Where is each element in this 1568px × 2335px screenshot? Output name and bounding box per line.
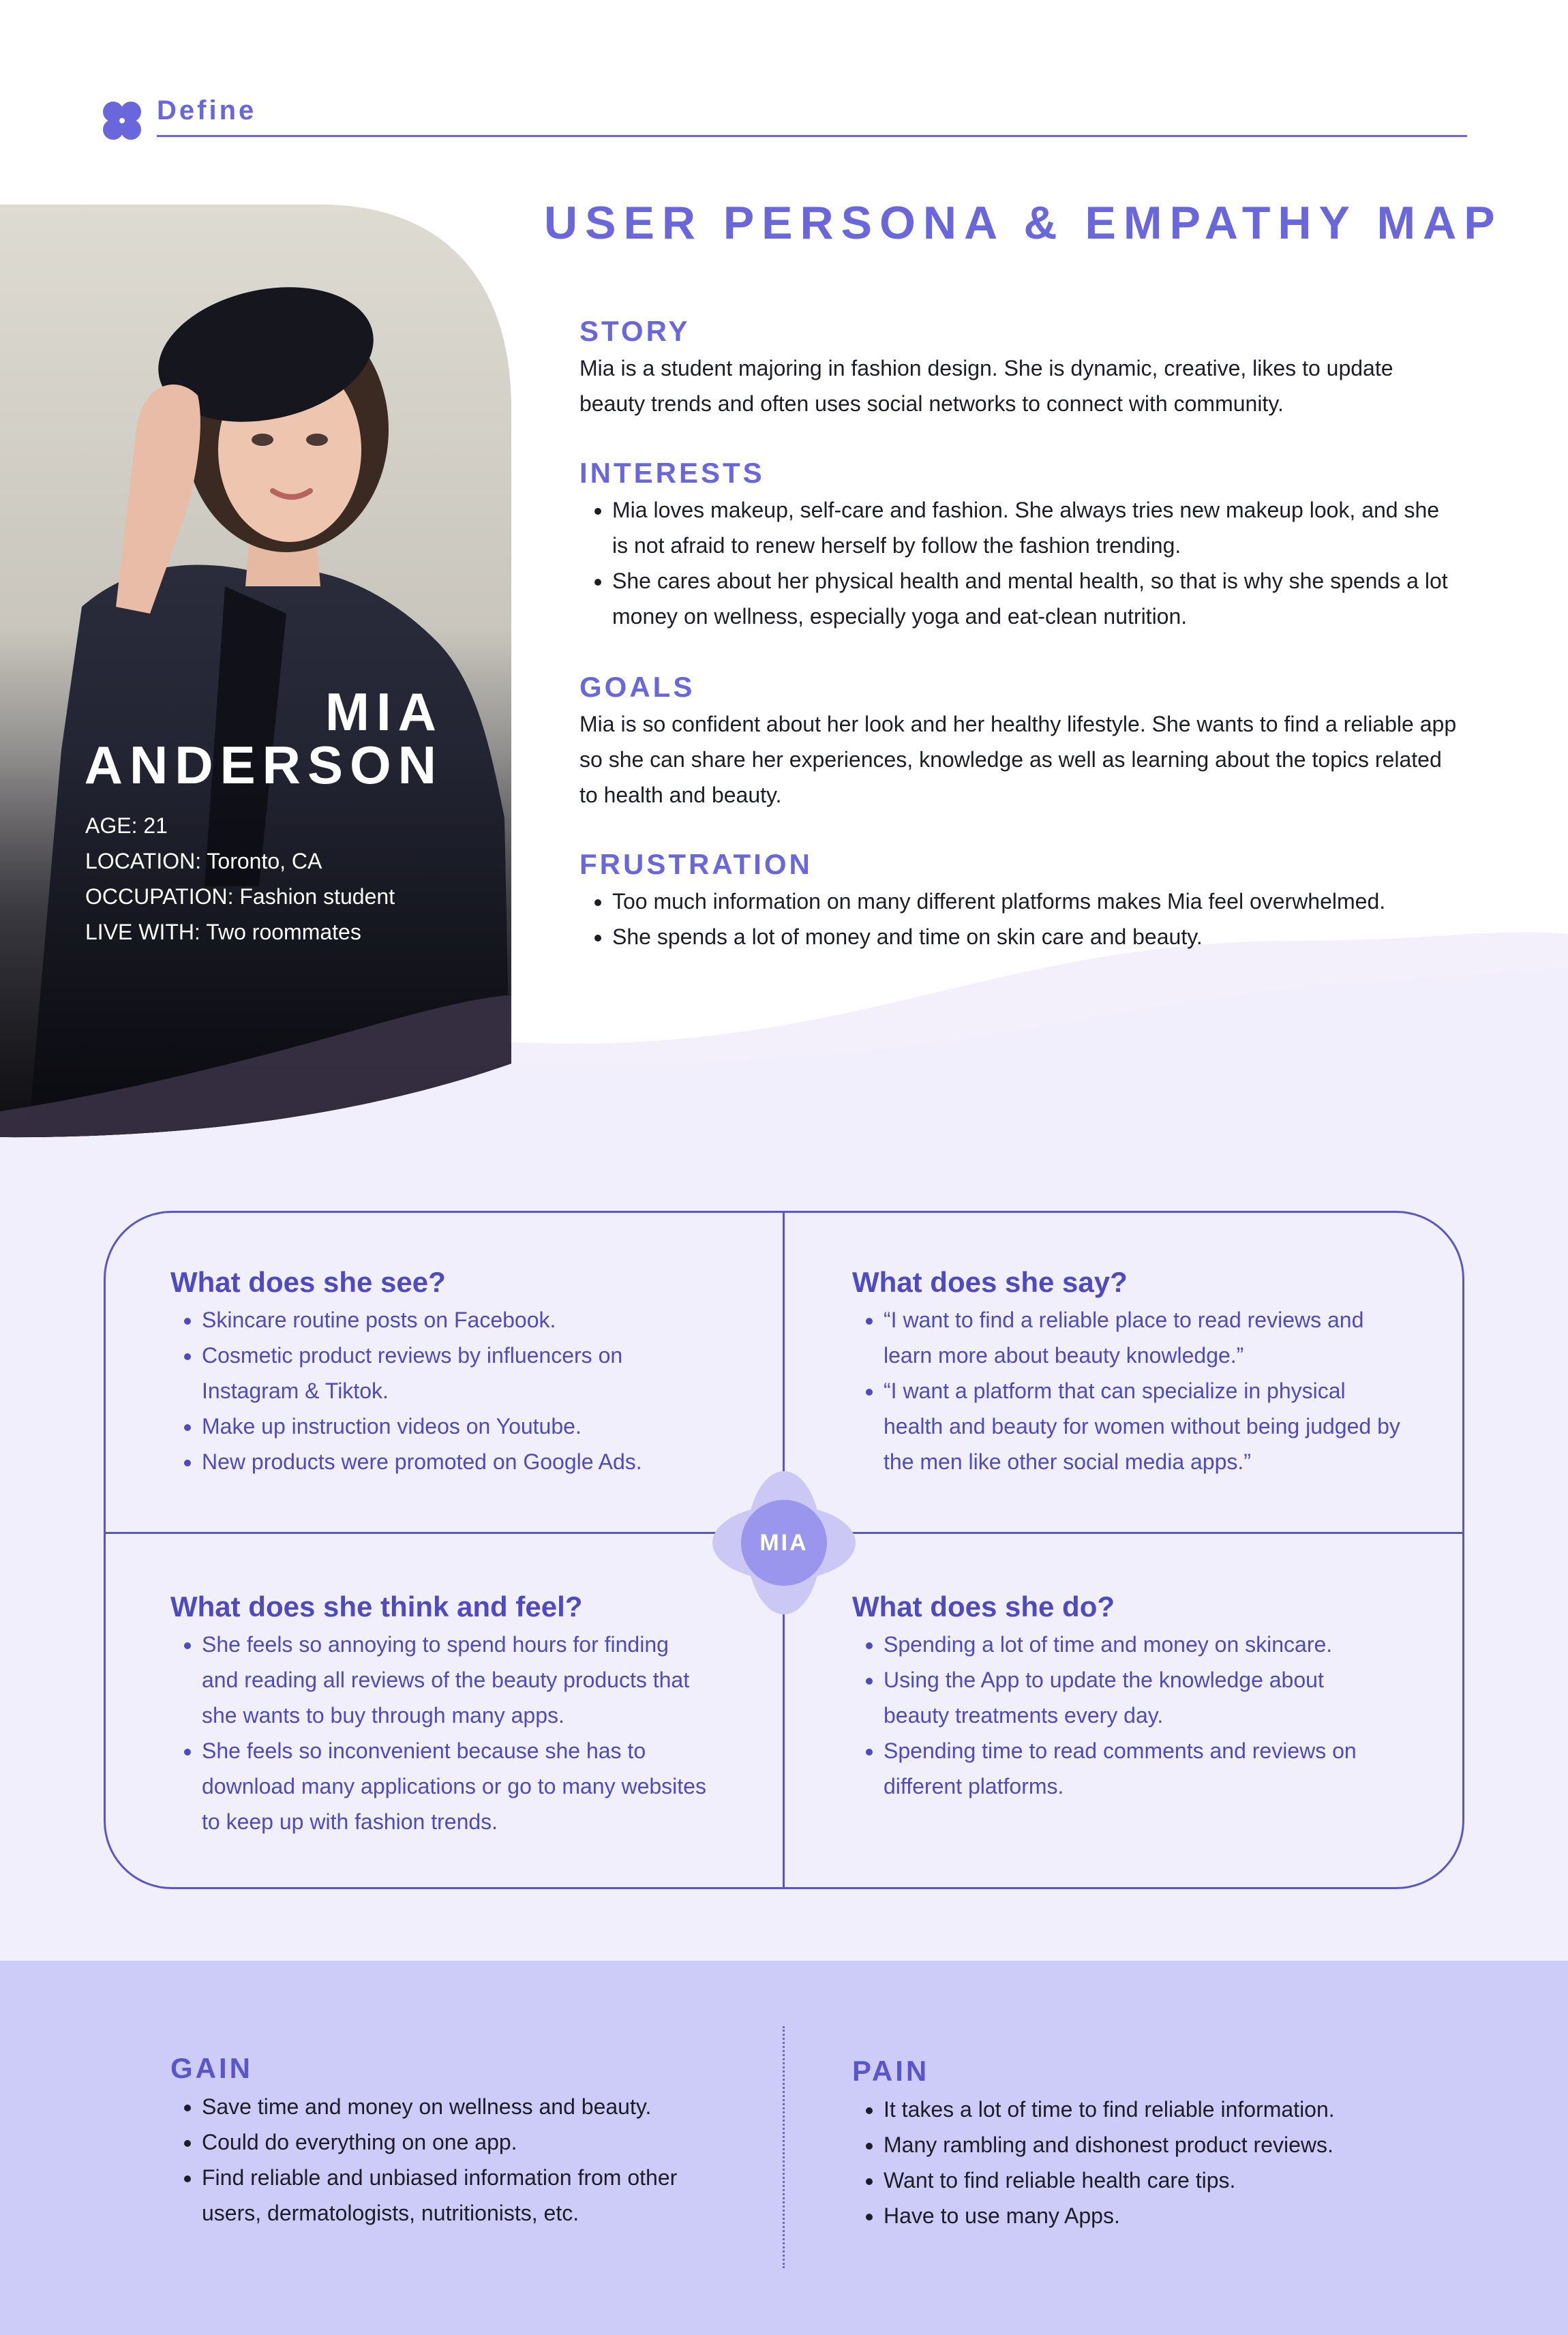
flower-logo-icon (101, 100, 143, 142)
empathy-do (852, 1587, 1432, 1804)
page-title: USER PERSONA & EMPATHY MAP (544, 197, 1503, 249)
list-item: • She cares about her physical health and mental health, so that is why she spends a lot money on wellness, especially yoga and eat-clean nutrition. (612, 563, 1459, 634)
persona-first-name: MIA (325, 682, 443, 742)
empathy-say (852, 1263, 1432, 1479)
think-feel-heading: What does she think and feel? (170, 1591, 583, 1623)
mia-center-label: MIA (759, 1530, 809, 1556)
gain-heading: GAIN (170, 2052, 253, 2084)
list-item: • “I want a platform that can specialize in physical health and beauty for women without being judged by the men like other social media apps.” (884, 1373, 1402, 1479)
list-item: • She feels so annoying to spend hours for finding and reading all reviews of the beauty products that she wants to buy through many apps. (202, 1627, 706, 1733)
list-item: • Too much information on many different platforms makes Mia feel overwhelmed. (612, 884, 1459, 919)
interests-heading: INTERESTS (579, 457, 765, 489)
goals-heading: GOALS (579, 671, 695, 703)
persona-live-with: LIVE WITH: Two roommates (85, 920, 361, 944)
list-item: • Many rambling and dishonest product reviews. (884, 2127, 1432, 2163)
list-item: • Have to use many Apps. (884, 2198, 1432, 2233)
list-item: • New products were promoted on Google Ads. (202, 1444, 750, 1479)
persona-occupation: OCCUPATION: Fashion student (85, 884, 395, 909)
goals-text: Mia is so confident about her look and her healthy lifestyle. She wants to find a reliable app so she can share her experiences, knowledge as well as learning about the topics related to health and beauty. (579, 712, 1457, 807)
header-divider (157, 135, 1467, 137)
frustration-heading: FRUSTRATION (579, 848, 813, 880)
list-item: • “I want to find a reliable place to read reviews and learn more about beauty knowledge.” (884, 1302, 1374, 1373)
list-item: • She feels so inconvenient because she has to download many applications or go to many websites to keep up with fashion trends. (202, 1733, 706, 1839)
list-item: • Want to find reliable health care tips. (884, 2163, 1432, 2198)
goals-section (579, 668, 1459, 813)
list-item: • Spending a lot of time and money on skincare. (884, 1627, 1432, 1662)
list-item: • Using the App to update the knowledge about beauty treatments every day. (884, 1662, 1374, 1733)
story-section (579, 312, 1459, 421)
persona-location: LOCATION: Toronto, CA (85, 849, 322, 873)
empathy-think-feel (170, 1587, 750, 1839)
list-item: • Could do everything on one app. (202, 2124, 729, 2160)
empathy-see (170, 1263, 750, 1479)
do-heading: What does she do? (852, 1591, 1115, 1623)
gain-section (170, 2048, 729, 2231)
frustration-section (579, 845, 1459, 954)
section-title: Define (157, 95, 257, 125)
list-item: • Spending time to read comments and reviews on different platforms. (884, 1733, 1374, 1804)
persona-last-name: ANDERSON (84, 735, 443, 795)
say-heading: What does she say? (852, 1266, 1128, 1298)
persona-name (0, 682, 443, 795)
list-item: • Cosmetic product reviews by influencers on Instagram & Tiktok. (202, 1338, 638, 1408)
list-item: • Make up instruction videos on Youtube. (202, 1408, 750, 1444)
story-heading: STORY (579, 315, 691, 347)
list-item: • She spends a lot of money and time on skin care and beauty. (612, 919, 1459, 954)
pain-section (852, 2051, 1432, 2233)
list-item: • Skincare routine posts on Facebook. (202, 1302, 750, 1338)
persona-age: AGE: 21 (85, 813, 168, 838)
list-item: • Find reliable and unbiased information from other users, dermatologists, nutritionists, etc. (202, 2160, 706, 2231)
list-item: • Save time and money on wellness and beauty. (202, 2089, 729, 2124)
list-item: • It takes a lot of time to find reliable information. (884, 2092, 1432, 2127)
story-text: Mia is a student majoring in fashion design. She is dynamic, creative, likes to update beauty trends and often uses social networks to connect with community. (579, 356, 1393, 416)
persona-photo (0, 205, 511, 1145)
interests-section (579, 454, 1459, 634)
see-heading: What does she see? (170, 1266, 446, 1298)
persona-details (85, 808, 395, 950)
gain-pain-divider (783, 2026, 785, 2268)
list-item: • Mia loves makeup, self-care and fashion. She always tries new makeup look, and she is not afraid to renew herself by follow the fashion trending. (612, 492, 1459, 563)
pain-heading: PAIN (852, 2055, 930, 2087)
